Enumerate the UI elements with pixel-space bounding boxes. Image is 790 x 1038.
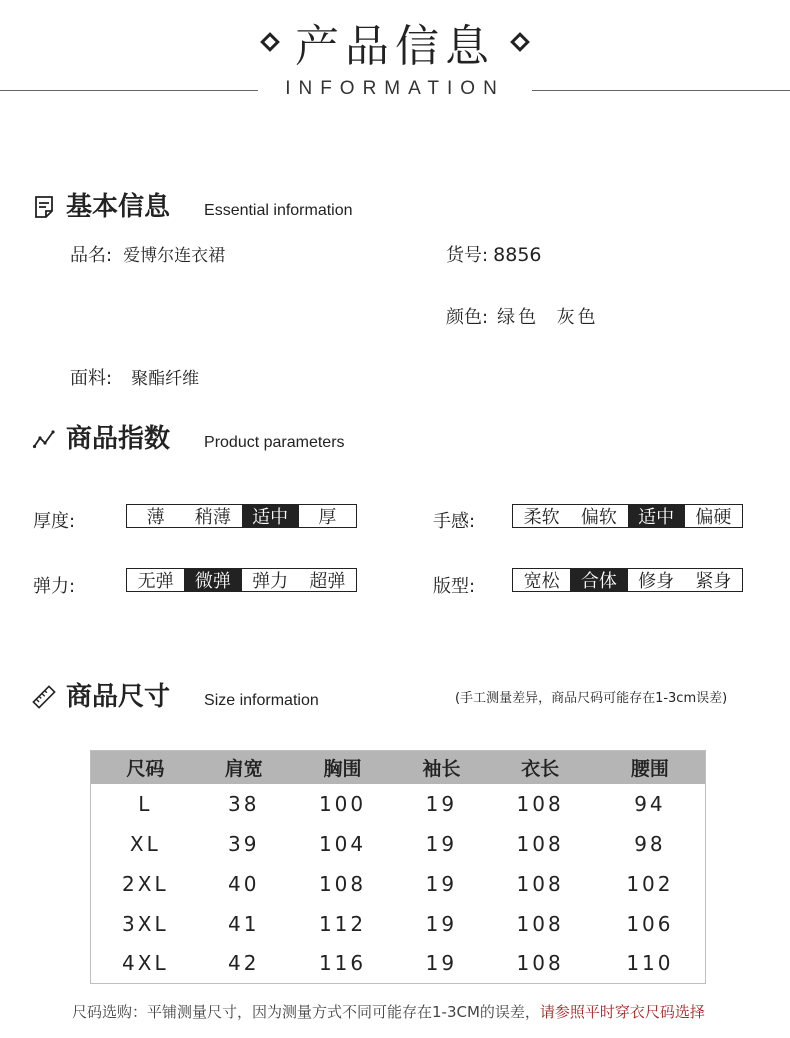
section-size-subtitle: Size information — [204, 692, 319, 709]
elasticity-label: 弹力: — [33, 576, 76, 597]
fit-scale — [512, 568, 743, 592]
size-table-cell: 19 — [425, 951, 458, 976]
size-table-row — [91, 904, 706, 944]
scale-option: 宽松 — [523, 571, 560, 592]
size-table-cell: 94 — [634, 791, 666, 816]
fit-label: 版型: — [433, 576, 476, 597]
size-table-cell: L — [138, 791, 153, 816]
size-table-cell: 116 — [318, 951, 367, 976]
feel-scale — [512, 504, 743, 528]
scale-option: 柔软 — [523, 507, 560, 528]
document-icon — [32, 195, 56, 219]
size-table-cell: 19 — [425, 911, 458, 936]
size-table-row — [91, 784, 706, 824]
scale-option: 适中 — [242, 505, 299, 527]
sku-row — [446, 241, 542, 267]
size-table-cell: 112 — [318, 911, 367, 936]
footer-note-highlight: 请参照平时穿衣尺码选择 — [539, 1003, 705, 1021]
size-table-row — [91, 824, 706, 864]
scale-option: 弹力 — [252, 571, 289, 592]
fabric-label: 面料: — [70, 368, 113, 389]
size-table-cell: 102 — [626, 871, 674, 896]
section-basic-title: 基本信息 — [66, 192, 171, 222]
size-table-cell: 108 — [516, 831, 564, 856]
page-subtitle-text: INFORMATION — [285, 78, 505, 99]
section-params-title: 商品指数 — [66, 424, 171, 454]
color-value: 绿色 灰色 — [497, 307, 599, 328]
size-table-cell: 108 — [516, 951, 564, 976]
size-table-cell: 110 — [626, 951, 674, 976]
size-table-header: 袖长 — [397, 751, 485, 784]
size-table-cell: XL — [129, 831, 161, 856]
page-subtitle — [0, 78, 790, 104]
fabric-value: 聚酯纤维 — [131, 369, 200, 389]
scale-option: 超弹 — [309, 571, 346, 592]
size-table-cell: 19 — [425, 791, 458, 816]
ruler-icon — [32, 685, 56, 709]
footer-note-text: 尺码选购：平铺测量尺寸，因为测量方式不同可能存在1-3CM的误差， — [72, 1003, 540, 1021]
size-table-row — [91, 864, 706, 904]
size-table-cell: 104 — [318, 831, 367, 856]
sku-label: 货号: — [446, 245, 489, 266]
section-basic-subtitle: Essential information — [204, 202, 353, 219]
size-table-row — [91, 944, 706, 984]
size-table-cell: 108 — [516, 791, 564, 816]
diamond-left-icon — [260, 32, 280, 52]
scale-option: 偏软 — [580, 507, 617, 528]
size-table — [90, 750, 706, 984]
scale-option: 稍薄 — [194, 507, 231, 528]
thickness-label: 厚度: — [33, 511, 76, 532]
footer-note — [72, 1001, 705, 1022]
scale-option: 适中 — [628, 505, 685, 527]
color-row — [446, 303, 599, 329]
color-label: 颜色: — [446, 307, 489, 328]
section-params-subtitle: Product parameters — [204, 434, 345, 451]
size-table-cell: 108 — [516, 871, 564, 896]
thickness-scale — [126, 504, 357, 528]
page-title — [0, 10, 790, 74]
page-title-text: 产品信息 — [295, 21, 495, 72]
size-table-cell: 106 — [626, 911, 674, 936]
feel-label: 手感: — [433, 511, 476, 532]
section-basic-heading — [32, 186, 353, 223]
size-table-header: 腰围 — [595, 751, 706, 784]
scale-option: 修身 — [638, 571, 675, 592]
section-size-heading — [32, 676, 319, 713]
size-table-header-row — [91, 751, 706, 784]
elasticity-scale — [126, 568, 357, 592]
scale-option: 偏硬 — [695, 507, 732, 528]
line-chart-icon — [32, 427, 56, 451]
size-table-cell: 3XL — [122, 911, 169, 936]
size-table-cell: 19 — [425, 831, 458, 856]
section-params-heading — [32, 418, 345, 455]
product-name-value: 爱博尔连衣裙 — [123, 246, 226, 266]
scale-option: 微弹 — [184, 569, 241, 591]
size-table-cell: 100 — [318, 791, 367, 816]
scale-option: 紧身 — [695, 571, 732, 592]
size-table-cell: 108 — [318, 871, 367, 896]
size-table-header: 衣长 — [485, 751, 594, 784]
size-table-header: 胸围 — [288, 751, 397, 784]
size-table-cell: 98 — [634, 831, 666, 856]
fabric-row — [70, 364, 199, 390]
scale-option: 厚 — [318, 507, 337, 528]
size-table-cell: 38 — [228, 791, 260, 816]
size-table-cell: 19 — [425, 871, 458, 896]
section-size-title: 商品尺寸 — [66, 682, 171, 712]
size-table-cell: 41 — [228, 911, 260, 936]
size-disclaimer: (手工测量差异，商品尺码可能存在1-3cm误差) — [455, 691, 728, 706]
size-table-cell: 39 — [228, 831, 260, 856]
diamond-right-icon — [510, 32, 530, 52]
scale-option: 薄 — [146, 507, 165, 528]
size-table-cell: 4XL — [122, 951, 169, 976]
product-name-row — [70, 241, 225, 267]
size-table-header: 肩宽 — [200, 751, 288, 784]
size-table-cell: 2XL — [122, 871, 169, 896]
size-table-cell: 108 — [516, 911, 564, 936]
product-name-label: 品名: — [70, 245, 113, 266]
size-table-header: 尺码 — [91, 751, 200, 784]
scale-option: 合体 — [570, 569, 627, 591]
size-table-cell: 42 — [228, 951, 260, 976]
scale-option: 无弹 — [137, 571, 174, 592]
size-table-cell: 40 — [228, 871, 260, 896]
sku-value: 8856 — [493, 244, 542, 266]
